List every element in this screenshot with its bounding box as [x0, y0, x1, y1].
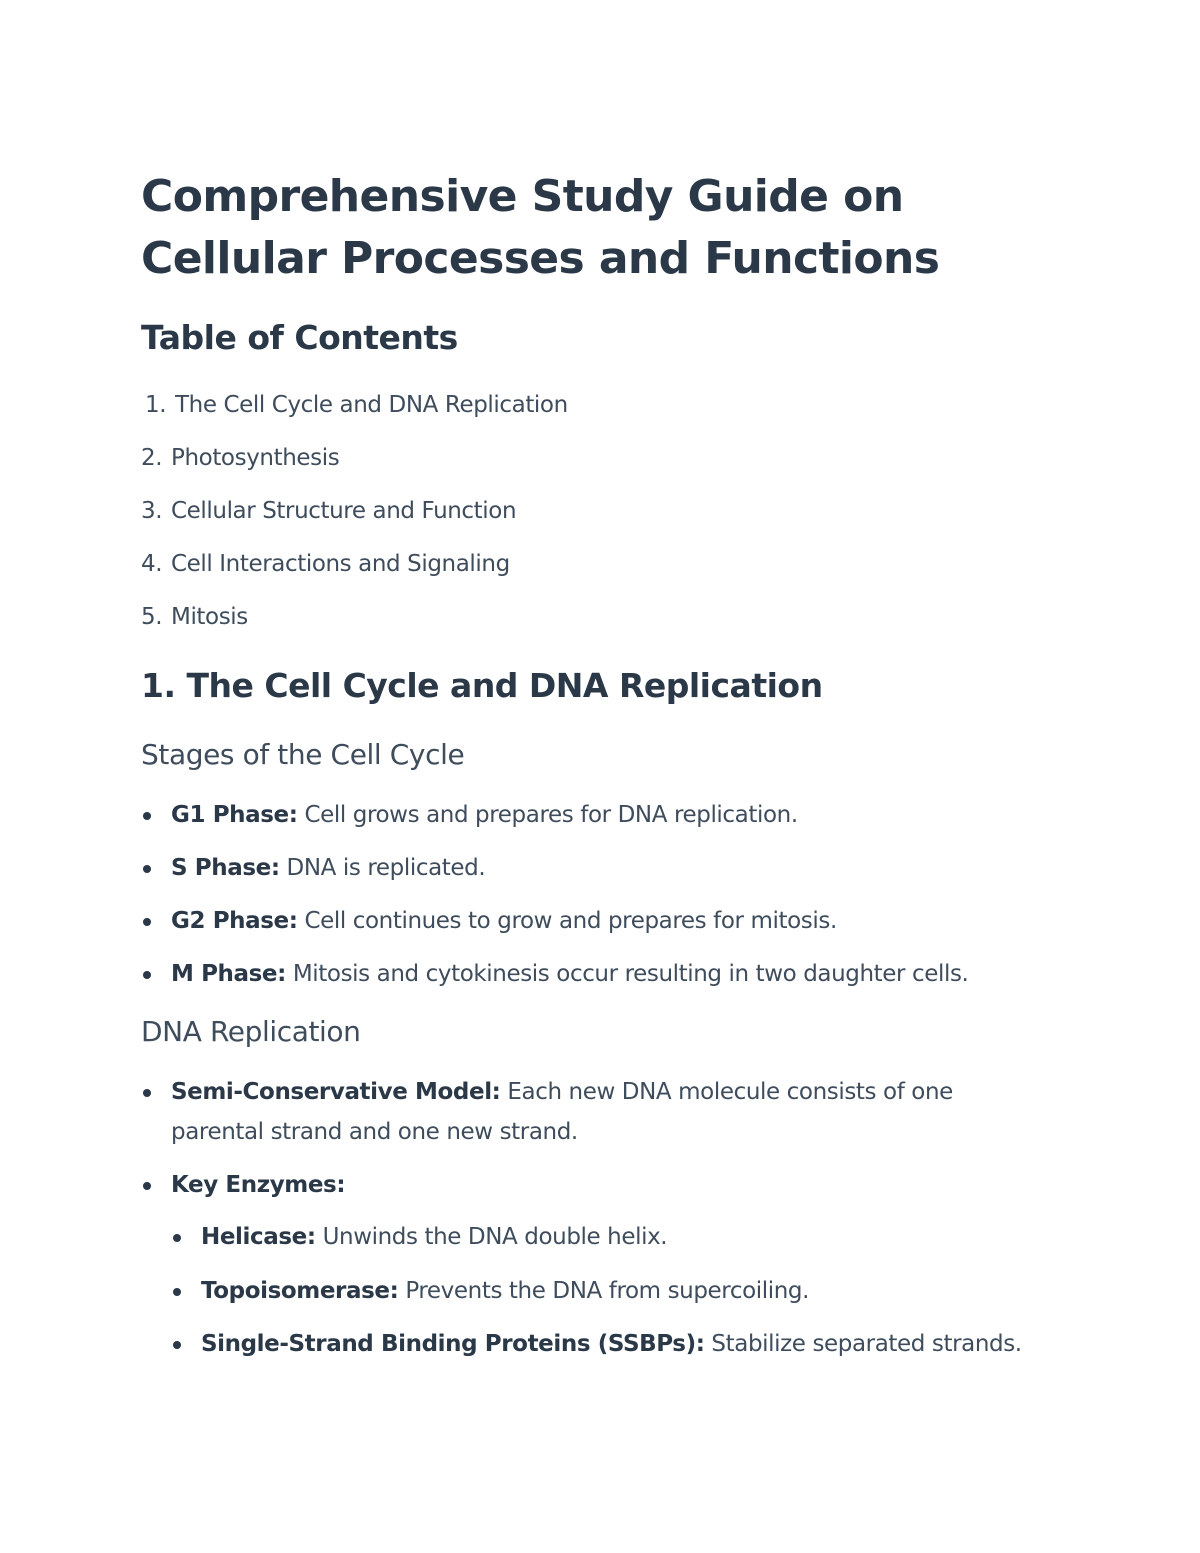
stage-term: S Phase: [171, 855, 280, 881]
stage-item-m [171, 961, 968, 987]
toc-item-number: 3. [141, 498, 163, 524]
subsection-heading-stages: Stages of the Cell Cycle [141, 738, 465, 771]
toc-item-number: 5. [141, 604, 163, 630]
toc-item-label: Mitosis [171, 604, 248, 630]
enzyme-term: Topoisomerase: [201, 1278, 399, 1304]
toc-item-label: The Cell Cycle and DNA Replication [175, 392, 568, 418]
bullet-dot [143, 971, 151, 979]
key-enzymes-item [171, 1172, 345, 1198]
bullet-dot [173, 1341, 181, 1349]
enzyme-description: Stabilize separated strands. [704, 1331, 1022, 1357]
stage-item-s [171, 855, 485, 881]
stage-description: DNA is replicated. [279, 855, 486, 881]
toc-item-label: Photosynthesis [171, 445, 340, 471]
toc-item-3 [141, 498, 516, 524]
bullet-dot [143, 918, 151, 926]
stage-item-g1 [171, 802, 798, 828]
model-description: Each new DNA molecule consists of one parental strand and one new strand. [171, 1079, 953, 1145]
toc-item-label: Cell Interactions and Signaling [171, 551, 510, 577]
document-title: Comprehensive Study Guide on Cellular Processes and Functions [141, 171, 940, 284]
bullet-dot [143, 865, 151, 873]
enzyme-item-ssbp [201, 1331, 1022, 1357]
replication-model-item [171, 1072, 1041, 1152]
toc-item-4 [141, 551, 510, 577]
bullet-dot [143, 812, 151, 820]
stage-term: G2 Phase: [171, 908, 298, 934]
stage-description: Mitosis and cytokinesis occur resulting in two daughter cells. [285, 961, 969, 987]
toc-item-number: 2. [141, 445, 163, 471]
enzyme-description: Prevents the DNA from supercoiling. [398, 1278, 810, 1304]
enzyme-term: Helicase: [201, 1224, 316, 1250]
stage-description: Cell grows and prepares for DNA replication. [297, 802, 798, 828]
enzyme-item-helicase [201, 1224, 667, 1250]
enzymes-term: Key Enzymes: [171, 1172, 346, 1198]
bullet-dot [143, 1182, 151, 1190]
enzyme-term: Single-Strand Binding Proteins (SSBPs): [201, 1331, 705, 1357]
stage-term: M Phase: [171, 961, 286, 987]
toc-item-label: Cellular Structure and Function [171, 498, 517, 524]
bullet-dot [173, 1288, 181, 1296]
bullet-dot [143, 1089, 151, 1097]
toc-item-1 [145, 392, 568, 418]
toc-heading: Table of Contents [141, 318, 458, 357]
stage-description: Cell continues to grow and prepares for mitosis. [297, 908, 837, 934]
toc-item-number: 4. [141, 551, 163, 577]
bullet-dot [173, 1234, 181, 1242]
subsection-heading-replication: DNA Replication [141, 1015, 361, 1048]
toc-item-number: 1. [145, 392, 167, 418]
enzyme-description: Unwinds the DNA double helix. [315, 1224, 668, 1250]
toc-item-5 [141, 604, 248, 630]
section-heading: 1. The Cell Cycle and DNA Replication [141, 666, 823, 705]
model-term: Semi-Conservative Model: [171, 1079, 501, 1105]
toc-item-2 [141, 445, 339, 471]
stage-term: G1 Phase: [171, 802, 298, 828]
stage-item-g2 [171, 908, 837, 934]
enzyme-item-topoisomerase [201, 1278, 809, 1304]
